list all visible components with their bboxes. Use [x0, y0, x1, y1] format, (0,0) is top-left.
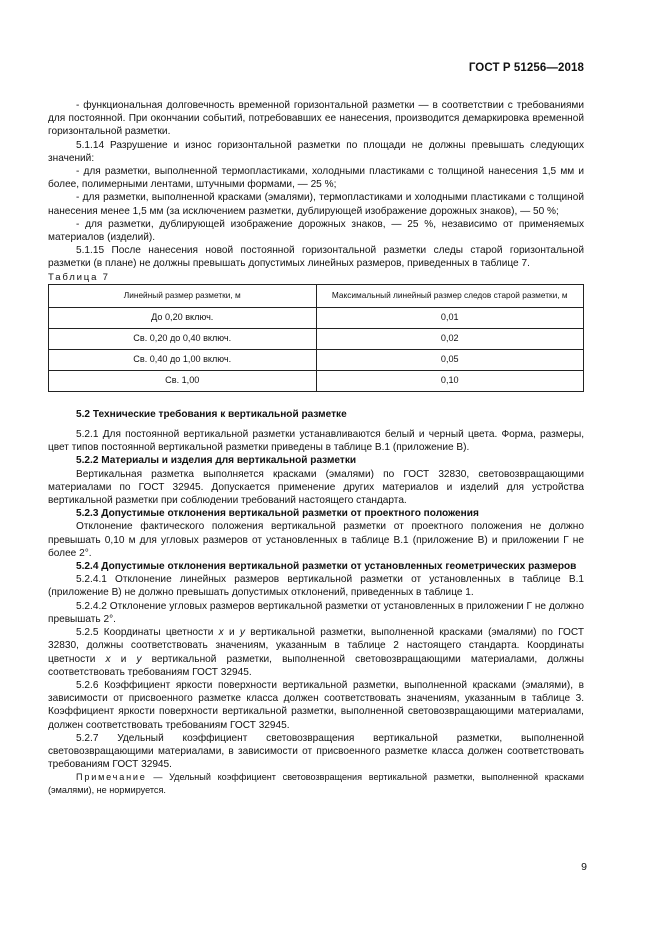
section-heading-5-2: 5.2 Технические требования к вертикальной разметке	[76, 408, 347, 420]
paragraph-5-1-15: 5.1.15 После нанесения новой постоянной горизонтальной разметки следы старой горизонтальной разметки (в плане) не должны превышать допустимых линейных размеров, приведенных в таблице 7.	[48, 245, 584, 270]
heading-5-2-3: 5.2.3 Допустимые отклонения вертикальной разметки от проектного положения	[76, 508, 479, 520]
table-7	[48, 284, 584, 392]
note	[48, 771, 584, 796]
page-number: 9	[581, 861, 587, 873]
table-cell: Св. 0,40 до 1,00 включ.	[49, 349, 317, 370]
paragraph: - функциональная долговечность временной горизонтальной разметки — в соответствии с требованиями для постоянной. При окончании событий, потребовавших ее нанесения, производится демаркировка временной горизонтальной разметки.	[48, 100, 584, 138]
table-caption: Таблица 7	[48, 271, 110, 283]
paragraph-5-2-3: Отклонение фактического положения вертикальной разметки от проектного положения не должно превышать 0,10 м для угловых размеров от установленных в таблице В.1 (приложение В) и приложении Г не более 2°.	[48, 521, 584, 559]
paragraph-5-1-14: 5.1.14 Разрушение и износ горизонтальной разметки по площади не должны превышать следующих значений:	[48, 139, 584, 164]
column-header: Максимальный линейный размер следов старой разметки, м	[316, 284, 584, 307]
paragraph-5-2-2: Вертикальная разметка выполняется красками (эмалями) по ГОСТ 32830, световозвращающими материалами по ГОСТ 32945. Допускается применение других материалов и изделий для устройства вертикальной разметки при соблюдении требований настоящего стандарта.	[48, 468, 584, 507]
paragraph-5-2-6: 5.2.6 Коэффициент яркости поверхности вертикальной разметки, выполненной красками (эмалями), в зависимости от присвоенного разметке класса должен соответствовать значениям, указанным в таблице 3. Коэффициент яркости поверхности вертикальной разметки, выполненной световозвращающими материалами, должен соответствовать требованиям ГОСТ 32945.	[48, 679, 584, 731]
column-header: Линейный размер разметки, м	[49, 284, 317, 307]
paragraph-5-2-7: 5.2.7 Удельный коэффициент световозвращения вертикальной разметки, выполненной световозвращающими материалами, в зависимости от присвоенного разметке класса должен соответствовать требованиям ГОСТ 32945.	[48, 732, 584, 771]
table-cell: 0,10	[316, 370, 584, 391]
paragraph-5-2-4-1: 5.2.4.1 Отклонение линейных размеров вертикальной разметки от установленных в таблице В.1 (приложение В) не должно превышать допустимых отклонений, приведенных в таблице 1.	[48, 574, 584, 599]
table-cell: 0,01	[316, 307, 584, 328]
table-cell: До 0,20 включ.	[49, 307, 317, 328]
heading-5-2-2: 5.2.2 Материалы и изделия для вертикальной разметки	[76, 455, 357, 467]
heading-5-2-4: 5.2.4 Допустимые отклонения вертикальной разметки от установленных геометрических размеров	[76, 561, 577, 573]
table-cell: Св. 0,20 до 0,40 включ.	[49, 328, 317, 349]
paragraph: - для разметки, выполненной красками (эмалями), термопластиками и холодными пластиками с толщиной нанесения менее 1,5 мм (за исключением разметки, дублирующей изображение дорожных знаков), — 50 %;	[48, 192, 584, 217]
table-row	[49, 349, 584, 370]
paragraph-5-2-5: 5.2.5 Координаты цветности x и y вертикальной разметки, выполненной красками (эмалями) по ГОСТ 32830, должны соответствовать значениям, указанным в таблице 2 настоящего стандарта. Координаты цветности x и y вертикальной разметки, выполненной световозвращающими материалами, должны соответствовать требованиям ГОСТ 32945.	[48, 627, 585, 678]
note-text: — Удельный коэффициент световозвращения вертикальной разметки, выполненной красками (эмалями), не нормируется.	[48, 772, 584, 795]
table-cell: 0,02	[316, 328, 584, 349]
table-row	[49, 370, 584, 391]
note-label: Примечание	[76, 772, 147, 783]
paragraph: - для разметки, дублирующей изображение дорожных знаков, — 25 %, независимо от применяемых материалов (изделий).	[48, 218, 584, 244]
table-row	[49, 307, 584, 328]
paragraph-5-2-1: 5.2.1 Для постоянной вертикальной разметки устанавливаются белый и черный цвета. Форма, размеры, цвет типов постоянной вертикальной разметки приведены в таблице В.1 (приложение В).	[48, 429, 584, 454]
paragraph-5-2-4-2: 5.2.4.2 Отклонение угловых размеров вертикальной разметки от установленных в приложении Г не должно превышать 2°.	[48, 600, 584, 625]
table-header-row	[49, 284, 584, 307]
table-cell: 0,05	[316, 349, 584, 370]
paragraph: - для разметки, выполненной термопластиками, холодными пластиками с толщиной нанесения 1,5 мм и более, полимерными лентами, штучными формами, — 25 %;	[48, 166, 584, 191]
document-body	[48, 99, 584, 796]
table-cell: Св. 1,00	[49, 370, 317, 391]
standard-number: ГОСТ Р 51256—2018	[468, 62, 584, 74]
table-row	[49, 328, 584, 349]
